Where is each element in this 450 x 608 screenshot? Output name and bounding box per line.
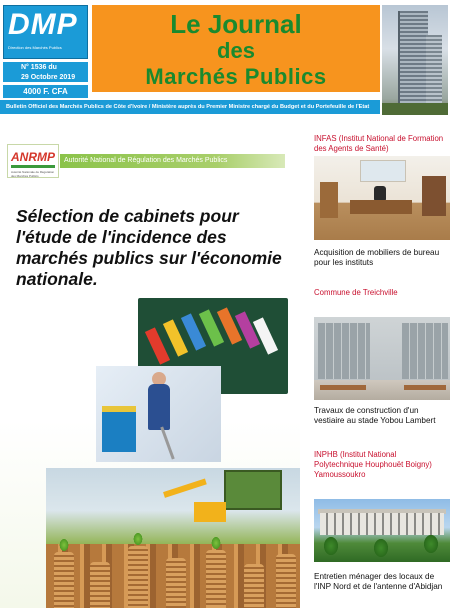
item-heading-treichville[interactable]: Commune de Treichville (314, 288, 398, 297)
item-caption-treichville[interactable]: Travaux de construction d'un vestiaire au stade Yobou Lambert (314, 406, 436, 425)
office-cabinet (320, 182, 338, 218)
excavator (164, 488, 230, 526)
item-caption-infas[interactable]: Acquisition de mobiliers de bureau pour les instituts (314, 248, 440, 267)
cleaning-worker-photo (96, 366, 221, 462)
campus-building (320, 513, 444, 535)
palm-tree (374, 539, 388, 557)
authority-banner: Autorité National de Régulation des Marchés Publics (60, 154, 285, 168)
journal-title-line3: Marchés Publics (145, 64, 327, 89)
journal-title-line2: des (217, 38, 255, 63)
issue-box (3, 62, 88, 82)
locker-room-floor (314, 380, 450, 400)
office-cabinet (422, 176, 446, 216)
coin-stack (90, 562, 110, 608)
coin-stack (166, 558, 186, 608)
right-column (300, 124, 450, 608)
left-photo-collage (46, 298, 300, 608)
mop (160, 427, 174, 460)
campus-photo (314, 499, 450, 562)
item-heading-inphb[interactable]: INPHB (Institut National Polytechnique Houphouët Boigny) Yamoussoukro (314, 450, 432, 479)
dmp-logo (3, 5, 88, 59)
sprout (59, 538, 69, 552)
worker-body (148, 384, 170, 430)
anrmp-logo-subtitle: Autorité Nationale de Régulation des Marchés Publics (11, 170, 55, 178)
journal-title-box (92, 5, 380, 92)
sprout (211, 536, 221, 550)
issue-date: 29 Octobre 2019 (21, 74, 76, 81)
truck (224, 470, 282, 510)
coin-stack (128, 546, 148, 608)
item-heading-infas[interactable]: INFAS (Institut National de Formation des Agents de Santé) (314, 134, 444, 153)
lead-headline[interactable]: Sélection de cabinets pour l'étude de l'incidence des marchés publics sur l'économie nationale. (16, 206, 282, 289)
coin-stack (276, 554, 296, 608)
anrmp-logo (7, 144, 59, 178)
office-desk (350, 200, 412, 214)
locker-bench (320, 385, 366, 390)
office-window (360, 160, 406, 182)
anrmp-logo-bar (11, 165, 55, 168)
sprout (133, 532, 143, 546)
masthead (0, 0, 450, 124)
excavator-arm (163, 479, 207, 498)
anrmp-logo-text: ANRMP (11, 150, 55, 164)
left-column (0, 138, 300, 608)
office-furniture-photo (314, 156, 450, 240)
locker-room-photo (314, 317, 450, 400)
coin-stack (244, 564, 264, 608)
palm-tree (424, 535, 438, 553)
tower-building (398, 11, 428, 107)
dmp-logo-subtitle: Direction des Marchés Publics (8, 45, 62, 50)
coin-stack (54, 552, 74, 608)
tower-trees (382, 103, 448, 115)
item-caption-inphb[interactable]: Entretien ménager des locaux de l'INP Nord et de l'antenne d'Abidjan (314, 572, 443, 591)
coin-stack (206, 550, 226, 608)
bulletin-bar: Bulletin Officiel des Marchés Publics de Côte d'Ivoire / Ministère auprès du Premier Ministre chargé du Budget et du Portefeuille de l'Etat (0, 100, 380, 114)
cleaning-cart (102, 412, 136, 452)
palm-tree (324, 537, 338, 555)
price-badge: 4000 F. CFA (3, 85, 88, 98)
tower-annex (426, 35, 442, 107)
locker-row (318, 323, 370, 379)
locker-row (402, 323, 448, 379)
journal-title-line1: Le Journal (170, 9, 302, 39)
issue-number: N° 1536 du (21, 64, 57, 71)
construction-money-photo (46, 468, 300, 608)
locker-bench (404, 385, 446, 390)
excavator-body (194, 502, 226, 522)
dmp-logo-text: DMP (8, 8, 78, 41)
tower-building-photo (382, 5, 448, 115)
